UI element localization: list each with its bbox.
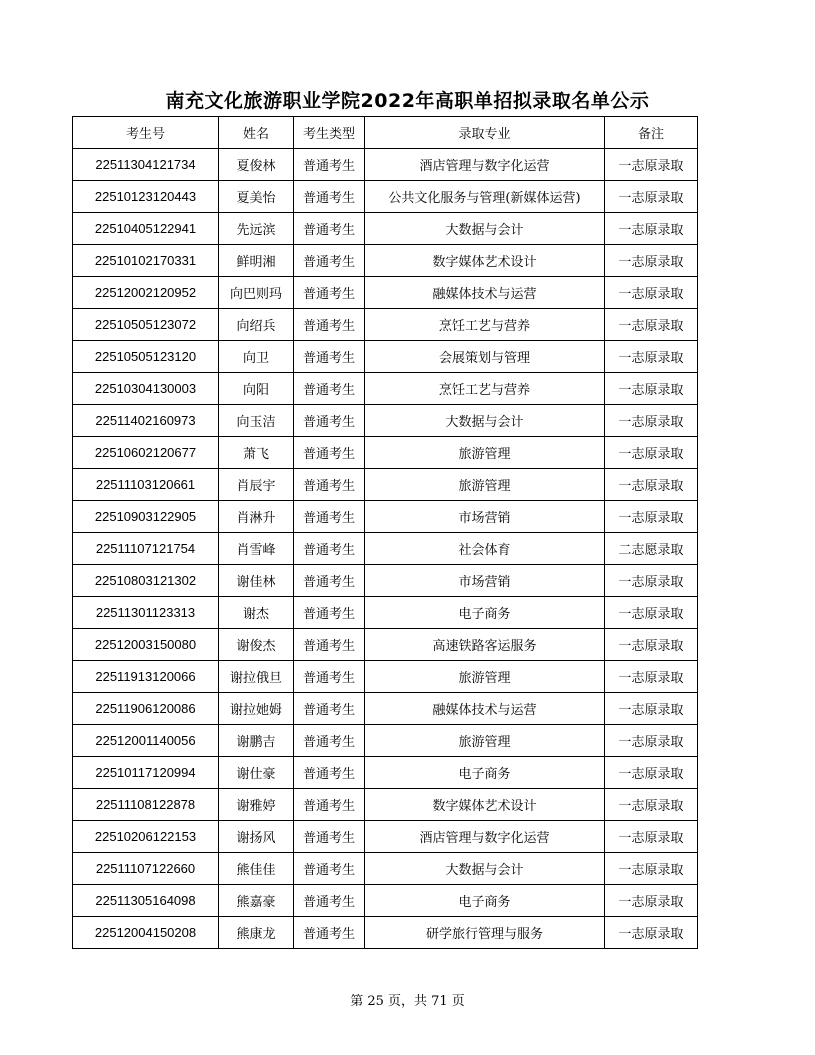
- cell-candidate-type: 普通考生: [294, 853, 365, 885]
- cell-name: 肖淋升: [219, 501, 294, 533]
- cell-candidate-type: 普通考生: [294, 469, 365, 501]
- cell-candidate-type: 普通考生: [294, 661, 365, 693]
- cell-exam-number: 22512003150080: [73, 629, 219, 661]
- cell-name: 熊嘉豪: [219, 885, 294, 917]
- table-row: [73, 469, 698, 501]
- header-candidate-type: 考生类型: [294, 117, 365, 149]
- cell-major: 旅游管理: [365, 661, 605, 693]
- cell-candidate-type: 普通考生: [294, 565, 365, 597]
- table-row: [73, 661, 698, 693]
- cell-remarks: 一志原录取: [605, 149, 698, 181]
- cell-remarks: 一志原录取: [605, 341, 698, 373]
- table-body: [73, 149, 698, 949]
- cell-candidate-type: 普通考生: [294, 437, 365, 469]
- cell-candidate-type: 普通考生: [294, 597, 365, 629]
- table-row: [73, 917, 698, 949]
- cell-name: 谢雅婷: [219, 789, 294, 821]
- cell-remarks: 一志原录取: [605, 181, 698, 213]
- admission-table: [72, 116, 698, 949]
- cell-remarks: 一志原录取: [605, 437, 698, 469]
- cell-candidate-type: 普通考生: [294, 309, 365, 341]
- cell-exam-number: 22511301123313: [73, 597, 219, 629]
- cell-major: 旅游管理: [365, 469, 605, 501]
- cell-major: 酒店管理与数字化运营: [365, 149, 605, 181]
- cell-major: 数字媒体艺术设计: [365, 789, 605, 821]
- cell-major: 大数据与会计: [365, 405, 605, 437]
- cell-name: 鲜明湘: [219, 245, 294, 277]
- cell-exam-number: 22511913120066: [73, 661, 219, 693]
- table-row: [73, 149, 698, 181]
- cell-candidate-type: 普通考生: [294, 405, 365, 437]
- cell-major: 大数据与会计: [365, 853, 605, 885]
- cell-remarks: 一志原录取: [605, 693, 698, 725]
- cell-exam-number: 22510304130003: [73, 373, 219, 405]
- cell-remarks: 一志原录取: [605, 565, 698, 597]
- cell-candidate-type: 普通考生: [294, 245, 365, 277]
- cell-major: 电子商务: [365, 885, 605, 917]
- cell-exam-number: 22511304121734: [73, 149, 219, 181]
- cell-name: 熊佳佳: [219, 853, 294, 885]
- cell-name: 夏美怡: [219, 181, 294, 213]
- cell-candidate-type: 普通考生: [294, 725, 365, 757]
- cell-remarks: 一志原录取: [605, 725, 698, 757]
- cell-remarks: 一志原录取: [605, 885, 698, 917]
- cell-name: 肖辰宇: [219, 469, 294, 501]
- cell-candidate-type: 普通考生: [294, 917, 365, 949]
- cell-major: 融媒体技术与运营: [365, 277, 605, 309]
- table-row: [73, 181, 698, 213]
- cell-major: 研学旅行管理与服务: [365, 917, 605, 949]
- cell-remarks: 一志原录取: [605, 245, 698, 277]
- table-row: [73, 213, 698, 245]
- table-row: [73, 309, 698, 341]
- table-row: [73, 789, 698, 821]
- cell-exam-number: 22510505123072: [73, 309, 219, 341]
- cell-name: 先远滨: [219, 213, 294, 245]
- cell-exam-number: 22510803121302: [73, 565, 219, 597]
- cell-exam-number: 22511402160973: [73, 405, 219, 437]
- cell-exam-number: 22511107122660: [73, 853, 219, 885]
- cell-remarks: 一志原录取: [605, 469, 698, 501]
- cell-candidate-type: 普通考生: [294, 373, 365, 405]
- cell-name: 谢杰: [219, 597, 294, 629]
- header-remarks: 备注: [605, 117, 698, 149]
- cell-remarks: 一志原录取: [605, 597, 698, 629]
- table-row: [73, 533, 698, 565]
- cell-name: 谢拉她姆: [219, 693, 294, 725]
- cell-name: 谢拉俄旦: [219, 661, 294, 693]
- cell-name: 萧飞: [219, 437, 294, 469]
- cell-remarks: 一志原录取: [605, 757, 698, 789]
- cell-candidate-type: 普通考生: [294, 149, 365, 181]
- cell-exam-number: 22510206122153: [73, 821, 219, 853]
- cell-candidate-type: 普通考生: [294, 341, 365, 373]
- table-row: [73, 277, 698, 309]
- cell-name: 谢扬风: [219, 821, 294, 853]
- cell-exam-number: 22511305164098: [73, 885, 219, 917]
- table-row: [73, 885, 698, 917]
- cell-major: 公共文化服务与管理(新媒体运营): [365, 181, 605, 213]
- table-row: [73, 405, 698, 437]
- cell-candidate-type: 普通考生: [294, 885, 365, 917]
- cell-exam-number: 22510405122941: [73, 213, 219, 245]
- table-row: [73, 757, 698, 789]
- cell-candidate-type: 普通考生: [294, 789, 365, 821]
- cell-remarks: 一志原录取: [605, 309, 698, 341]
- cell-major: 旅游管理: [365, 725, 605, 757]
- cell-name: 向巴则玛: [219, 277, 294, 309]
- cell-name: 向绍兵: [219, 309, 294, 341]
- cell-remarks: 一志原录取: [605, 405, 698, 437]
- cell-name: 谢仕豪: [219, 757, 294, 789]
- table-row: [73, 725, 698, 757]
- cell-candidate-type: 普通考生: [294, 277, 365, 309]
- cell-major: 电子商务: [365, 597, 605, 629]
- cell-name: 向卫: [219, 341, 294, 373]
- cell-major: 烹饪工艺与营养: [365, 373, 605, 405]
- cell-major: 烹饪工艺与营养: [365, 309, 605, 341]
- cell-exam-number: 22510505123120: [73, 341, 219, 373]
- table-row: [73, 565, 698, 597]
- cell-name: 熊康龙: [219, 917, 294, 949]
- cell-exam-number: 22511108122878: [73, 789, 219, 821]
- cell-candidate-type: 普通考生: [294, 757, 365, 789]
- cell-name: 向玉洁: [219, 405, 294, 437]
- cell-candidate-type: 普通考生: [294, 213, 365, 245]
- cell-name: 谢鹏吉: [219, 725, 294, 757]
- cell-exam-number: 22510123120443: [73, 181, 219, 213]
- header-exam-number: 考生号: [73, 117, 219, 149]
- table-row: [73, 821, 698, 853]
- cell-remarks: 一志原录取: [605, 821, 698, 853]
- cell-major: 社会体育: [365, 533, 605, 565]
- cell-major: 电子商务: [365, 757, 605, 789]
- cell-exam-number: 22510903122905: [73, 501, 219, 533]
- cell-candidate-type: 普通考生: [294, 501, 365, 533]
- table-row: [73, 693, 698, 725]
- cell-remarks: 一志原录取: [605, 661, 698, 693]
- cell-major: 会展策划与管理: [365, 341, 605, 373]
- table-row: [73, 501, 698, 533]
- cell-exam-number: 22512001140056: [73, 725, 219, 757]
- table-header-row: [73, 117, 698, 149]
- cell-remarks: 一志原录取: [605, 213, 698, 245]
- cell-remarks: 一志原录取: [605, 853, 698, 885]
- cell-major: 市场营销: [365, 565, 605, 597]
- cell-name: 谢俊杰: [219, 629, 294, 661]
- cell-remarks: 一志原录取: [605, 629, 698, 661]
- table-row: [73, 437, 698, 469]
- cell-name: 夏俊林: [219, 149, 294, 181]
- cell-remarks: 一志原录取: [605, 789, 698, 821]
- cell-remarks: 一志原录取: [605, 917, 698, 949]
- cell-major: 数字媒体艺术设计: [365, 245, 605, 277]
- cell-exam-number: 22510102170331: [73, 245, 219, 277]
- cell-remarks: 一志原录取: [605, 501, 698, 533]
- cell-remarks: 一志原录取: [605, 277, 698, 309]
- cell-candidate-type: 普通考生: [294, 693, 365, 725]
- cell-major: 酒店管理与数字化运营: [365, 821, 605, 853]
- cell-remarks: 一志原录取: [605, 373, 698, 405]
- cell-exam-number: 22511107121754: [73, 533, 219, 565]
- cell-exam-number: 22511906120086: [73, 693, 219, 725]
- cell-candidate-type: 普通考生: [294, 629, 365, 661]
- table-row: [73, 341, 698, 373]
- cell-major: 融媒体技术与运营: [365, 693, 605, 725]
- cell-exam-number: 22510602120677: [73, 437, 219, 469]
- table-row: [73, 853, 698, 885]
- cell-candidate-type: 普通考生: [294, 181, 365, 213]
- table-row: [73, 245, 698, 277]
- cell-major: 市场营销: [365, 501, 605, 533]
- cell-remarks: 二志愿录取: [605, 533, 698, 565]
- cell-exam-number: 22512002120952: [73, 277, 219, 309]
- cell-name: 谢佳林: [219, 565, 294, 597]
- cell-name: 向阳: [219, 373, 294, 405]
- cell-major: 大数据与会计: [365, 213, 605, 245]
- table-row: [73, 629, 698, 661]
- header-major: 录取专业: [365, 117, 605, 149]
- cell-exam-number: 22511103120661: [73, 469, 219, 501]
- cell-major: 高速铁路客运服务: [365, 629, 605, 661]
- cell-candidate-type: 普通考生: [294, 821, 365, 853]
- cell-exam-number: 22512004150208: [73, 917, 219, 949]
- cell-name: 肖雪峰: [219, 533, 294, 565]
- cell-exam-number: 22510117120994: [73, 757, 219, 789]
- cell-candidate-type: 普通考生: [294, 533, 365, 565]
- header-name: 姓名: [219, 117, 294, 149]
- table-row: [73, 597, 698, 629]
- page-title: 南充文化旅游职业学院2022年高职单招拟录取名单公示: [165, 90, 650, 112]
- cell-major: 旅游管理: [365, 437, 605, 469]
- page-footer: 第 25 页，共 71 页: [350, 994, 465, 1009]
- table-row: [73, 373, 698, 405]
